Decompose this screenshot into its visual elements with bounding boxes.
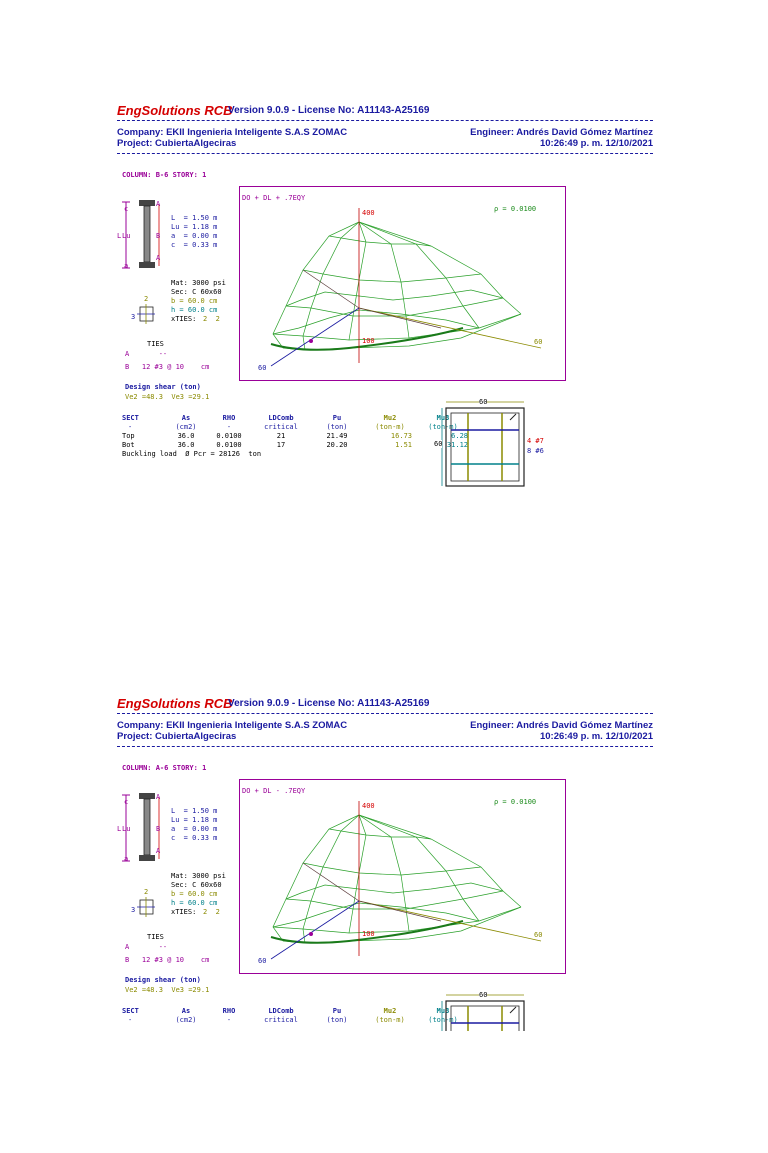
col-header: RHO [222, 1006, 236, 1015]
load-combo: DO + DL + .7EQY [242, 194, 306, 202]
divider [117, 746, 653, 747]
col-header: Mu3 [436, 1006, 450, 1015]
section-b: b = 60.0 cm [171, 890, 218, 898]
section-b: b = 60.0 cm [171, 297, 218, 305]
col-header: SECT [122, 1006, 139, 1015]
bars-corner: 4 #7 [527, 437, 544, 445]
xties-label: xTIES: [171, 315, 197, 323]
unit: - [128, 1015, 133, 1024]
unit: (ton-m) [428, 1015, 458, 1024]
cell: 16.73 [390, 431, 412, 440]
axis-3-label: 3 [131, 313, 136, 321]
z-axis-100: 100 [362, 337, 375, 345]
company-line: Company: EKII Ingenieria Inteligente S.A.S ZOMAC [117, 127, 348, 138]
company-line: Company: EKII Ingenieria Inteligente S.A.S ZOMAC [117, 720, 348, 731]
brand-title: EngSolutions RCB [117, 103, 233, 118]
engineer-line: Engineer: Andrés David Gómez Martínez [470, 127, 653, 138]
elev-label-L: L [117, 232, 122, 240]
shear-title: Design shear (ton) [125, 976, 201, 984]
shear-title: Design shear (ton) [125, 383, 201, 391]
col-header: LDComb [268, 1006, 294, 1015]
cell: 36.0 [177, 431, 195, 440]
unit: (ton-m) [375, 1015, 405, 1024]
ties-row-a: A -- [125, 943, 168, 951]
project-line: Project: CubiertaAlgeciras [117, 138, 237, 149]
elev-label-A-bottom: A [156, 254, 161, 262]
col-header: LDComb [268, 413, 294, 422]
unit: - [226, 1015, 232, 1024]
dim-L: L = 1.50 m [171, 214, 218, 222]
unit: - [226, 422, 232, 431]
section-h: h = 60.0 cm [171, 306, 218, 314]
col-header: SECT [122, 413, 139, 422]
datetime-line: 10:26:49 p. m. 12/10/2021 [539, 731, 653, 742]
cell: 1.51 [395, 440, 412, 449]
interaction-surface [241, 781, 564, 972]
column-story-line: COLUMN: B-6 STORY: 1 [122, 171, 207, 179]
col-header: RHO [222, 413, 236, 422]
shear-values: Ve2 =48.3 Ve3 =29.1 [125, 393, 210, 401]
ties-title: TIES [147, 933, 164, 941]
elev-label-L: L [117, 825, 122, 833]
section-dim-top: 60 [479, 398, 488, 406]
dim-a: a = 0.00 m [171, 232, 218, 240]
section-h: h = 60.0 cm [171, 899, 218, 907]
results-table [122, 413, 468, 458]
dim-Lu: Lu = 1.18 m [171, 223, 218, 231]
elev-label-a: a [124, 262, 129, 270]
z-axis-400: 400 [362, 802, 375, 810]
dim-c: c = 0.33 m [171, 241, 218, 249]
report-page-2 [0, 593, 768, 1153]
datetime-line: 10:26:49 p. m. 12/10/2021 [539, 138, 653, 149]
project-line: Project: CubiertaAlgeciras [117, 731, 237, 742]
column-story-line: COLUMN: A-6 STORY: 1 [122, 764, 207, 772]
material: Mat: 3000 psi [171, 872, 226, 880]
elev-label-A-bottom: A [156, 847, 161, 855]
shear-values: Ve2 =48.3 Ve3 =29.1 [125, 986, 210, 994]
section-type: Sec: C 60x60 [171, 881, 222, 889]
cell: 31.12 [446, 440, 468, 449]
unit: - [128, 422, 133, 431]
section-axis-icon [137, 897, 157, 919]
unit: (ton-m) [428, 422, 458, 431]
cell: 0.0100 [216, 440, 242, 449]
cell: Top [122, 431, 135, 440]
table-row [122, 431, 468, 440]
x-axis-60: 60 [534, 931, 543, 939]
col-header: As [181, 413, 191, 422]
elev-label-B: B [156, 232, 161, 240]
cell: Bot [122, 440, 135, 449]
table-row [122, 449, 468, 458]
unit: (ton) [326, 1015, 348, 1024]
axis-2-label: 2 [144, 295, 149, 303]
ties-row-b: B 12 #3 @ 10 cm [125, 956, 210, 964]
divider [117, 120, 653, 121]
buckling-load: Buckling load Ø Pcr = 28126 ton [122, 449, 262, 458]
rho-label: ρ = 0.0100 [494, 798, 537, 806]
ties-title: TIES [147, 340, 164, 348]
version-license: Version 9.0.9 - License No: A11143-A25169 [228, 105, 430, 116]
cross-section-diagram [438, 398, 528, 490]
unit: (cm2) [175, 422, 197, 431]
version-license: Version 9.0.9 - License No: A11143-A25169 [228, 698, 430, 709]
elev-label-A-top: A [156, 793, 161, 801]
elev-label-B: B [156, 825, 161, 833]
dim-Lu: Lu = 1.18 m [171, 816, 218, 824]
ties-row-a: A -- [125, 350, 168, 358]
col-header: Mu2 [383, 413, 397, 422]
z-axis-100: 100 [362, 930, 375, 938]
x-axis-60: 60 [534, 338, 543, 346]
xties-label: xTIES: [171, 908, 197, 916]
y-axis-60: 60 [258, 957, 267, 965]
table-units-row [122, 422, 468, 431]
cell: 20.20 [326, 440, 348, 449]
col-header: Pu [332, 1006, 342, 1015]
elev-label-c: c [124, 205, 129, 213]
xties-values: 2 2 [203, 315, 220, 323]
unit: critical [264, 422, 298, 431]
rho-label: ρ = 0.0100 [494, 205, 537, 213]
axis-2-label: 2 [144, 888, 149, 896]
ties-row-b: B 12 #3 @ 10 cm [125, 363, 210, 371]
unit: critical [264, 1015, 298, 1024]
dim-c: c = 0.33 m [171, 834, 218, 842]
divider [117, 153, 653, 154]
elev-label-c: c [124, 798, 129, 806]
table-units-row [122, 1015, 468, 1024]
dim-L: L = 1.50 m [171, 807, 218, 815]
cell: 17 [276, 440, 286, 449]
y-axis-60: 60 [258, 364, 267, 372]
cell: 6.28 [451, 431, 468, 440]
elev-label-a: a [124, 855, 129, 863]
cell: 21 [276, 431, 286, 440]
section-axis-icon [137, 304, 157, 326]
material: Mat: 3000 psi [171, 279, 226, 287]
cell: 36.0 [177, 440, 195, 449]
bars-face: 8 #6 [527, 447, 544, 455]
cell: 0.0100 [216, 431, 242, 440]
brand-title: EngSolutions RCB [117, 696, 233, 711]
elev-label-Lu: Lu [122, 232, 131, 240]
col-header: As [181, 1006, 191, 1015]
divider [117, 713, 653, 714]
report-page-1 [0, 0, 768, 560]
elev-label-Lu: Lu [122, 825, 131, 833]
cell: 21.49 [326, 431, 348, 440]
section-dim-side: 60 [434, 440, 443, 448]
section-type: Sec: C 60x60 [171, 288, 222, 296]
axis-3-label: 3 [131, 906, 136, 914]
elev-label-A-top: A [156, 200, 161, 208]
unit: (ton-m) [375, 422, 405, 431]
section-dim-top: 60 [479, 991, 488, 999]
unit: (cm2) [175, 1015, 197, 1024]
load-combo: DO + DL - .7EQY [242, 787, 306, 795]
col-header: Pu [332, 413, 342, 422]
table-header-row [122, 1006, 468, 1015]
dim-a: a = 0.00 m [171, 825, 218, 833]
table-header-row [122, 413, 468, 422]
z-axis-400: 400 [362, 209, 375, 217]
engineer-line: Engineer: Andrés David Gómez Martínez [470, 720, 653, 731]
col-header: Mu3 [436, 413, 450, 422]
interaction-surface [241, 188, 564, 379]
col-header: Mu2 [383, 1006, 397, 1015]
results-table [122, 1006, 468, 1024]
xties-values: 2 2 [203, 908, 220, 916]
table-row [122, 440, 468, 449]
unit: (ton) [326, 422, 348, 431]
